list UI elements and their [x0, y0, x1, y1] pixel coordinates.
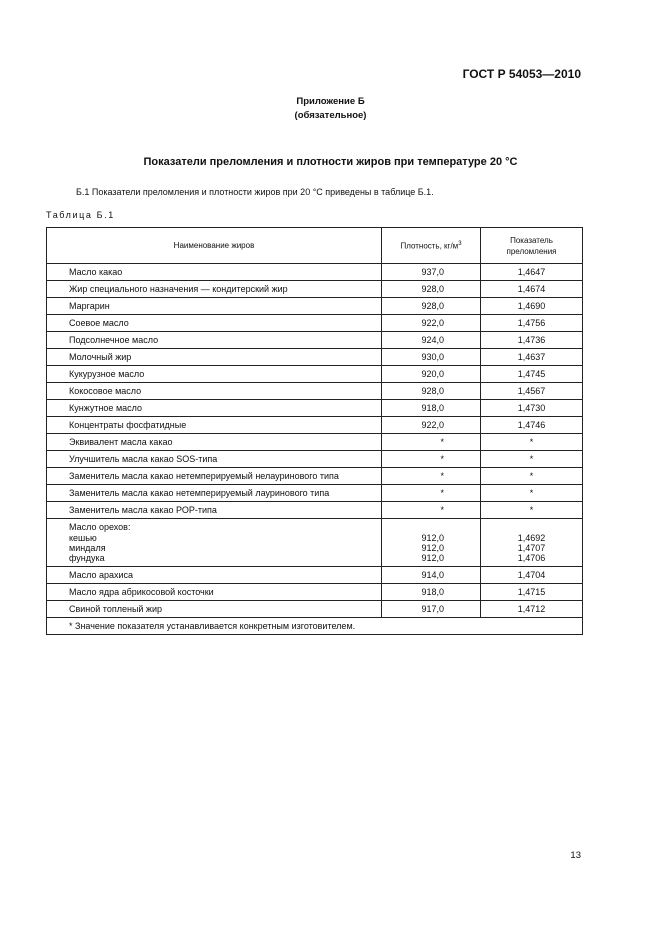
- fat-name-cell: Подсолнечное масло: [47, 332, 382, 349]
- header-refraction-line2: преломления: [506, 246, 557, 256]
- density-cell: 922,0: [382, 417, 481, 434]
- page-number: 13: [570, 850, 581, 861]
- table-row: [47, 383, 583, 400]
- refraction-cell: 1,4736: [481, 332, 583, 349]
- nut-refraction: 1,4706: [517, 553, 546, 563]
- nuts-name-cell: [47, 519, 382, 567]
- nut-name: миндаля: [69, 543, 106, 553]
- table-row: [47, 417, 583, 434]
- table-row: [47, 281, 583, 298]
- density-cell: 928,0: [382, 383, 481, 400]
- table-footnote-row: [47, 618, 583, 635]
- table-row: [47, 366, 583, 383]
- fat-name-cell: Соевое масло: [47, 315, 382, 332]
- refraction-cell: *: [481, 434, 583, 451]
- document-code: ГОСТ Р 54053—2010: [462, 67, 581, 81]
- nut-density: 912,0: [421, 553, 444, 563]
- table-header-row: [47, 228, 583, 264]
- nut-refraction: 1,4707: [517, 543, 546, 553]
- table-row: [47, 468, 583, 485]
- table-footnote: * Значение показателя устанавливается конкретным изготовителем.: [47, 618, 583, 635]
- density-cell: *: [382, 502, 481, 519]
- fat-name-cell: Эквивалент масла какао: [47, 434, 382, 451]
- density-cell: 917,0: [382, 601, 481, 618]
- intro-paragraph: Б.1 Показатели преломления и плотности жиров при 20 °С приведены в таблице Б.1.: [76, 187, 434, 197]
- table-row: [47, 315, 583, 332]
- table-body: [47, 264, 583, 519]
- refraction-cell: 1,4704: [481, 567, 583, 584]
- refraction-cell: *: [481, 451, 583, 468]
- nuts-refraction-cell: [481, 519, 583, 567]
- table-row: [47, 584, 583, 601]
- density-cell: *: [382, 485, 481, 502]
- fat-name-cell: Кукурузное масло: [47, 366, 382, 383]
- fat-name-cell: Заменитель масла какао РОР-типа: [47, 502, 382, 519]
- fat-name-cell: Улучшитель масла какао SOS-типа: [47, 451, 382, 468]
- table-row: [47, 485, 583, 502]
- fat-name-cell: Маргарин: [47, 298, 382, 315]
- table-row: [47, 567, 583, 584]
- density-cell: 937,0: [382, 264, 481, 281]
- appendix-title: Приложение Б: [296, 96, 365, 107]
- fat-name-cell: Кокосовое масло: [47, 383, 382, 400]
- density-cell: *: [382, 434, 481, 451]
- refraction-cell: 1,4690: [481, 298, 583, 315]
- nut-refraction: 1,4692: [517, 533, 546, 543]
- density-cell: 922,0: [382, 315, 481, 332]
- density-cell: 918,0: [382, 400, 481, 417]
- table-caption: Таблица Б.1: [46, 210, 115, 220]
- refraction-cell: 1,4712: [481, 601, 583, 618]
- density-cell: 930,0: [382, 349, 481, 366]
- fat-name-cell: Масло арахиса: [47, 567, 382, 584]
- refraction-cell: 1,4745: [481, 366, 583, 383]
- refraction-cell: 1,4746: [481, 417, 583, 434]
- table-row-nuts: [47, 519, 583, 567]
- fat-name-cell: Свиной топленый жир: [47, 601, 382, 618]
- refraction-cell: 1,4637: [481, 349, 583, 366]
- refraction-cell: 1,4756: [481, 315, 583, 332]
- header-density: [382, 228, 481, 264]
- density-cell: *: [382, 468, 481, 485]
- table-row: [47, 601, 583, 618]
- header-name: Наименование жиров: [47, 228, 382, 264]
- density-cell: 920,0: [382, 366, 481, 383]
- fat-name-cell: Концентраты фосфатидные: [47, 417, 382, 434]
- table-row: [47, 349, 583, 366]
- table-row: [47, 264, 583, 281]
- nuts-title: Масло орехов:: [69, 522, 131, 532]
- density-cell: 924,0: [382, 332, 481, 349]
- density-cell: 914,0: [382, 567, 481, 584]
- table-row: [47, 434, 583, 451]
- nut-name: фундука: [69, 553, 105, 563]
- section-title: Показатели преломления и плотности жиров при температуре 20 °С: [143, 156, 518, 168]
- header-refraction-line1: Показатель: [510, 235, 553, 245]
- table-row: [47, 502, 583, 519]
- table-body-after: [47, 567, 583, 618]
- refraction-cell: 1,4730: [481, 400, 583, 417]
- table-row: [47, 298, 583, 315]
- fat-name-cell: Молочный жир: [47, 349, 382, 366]
- header-density-label: Плотность, кг/м: [400, 241, 459, 251]
- nut-density: 912,0: [421, 543, 444, 553]
- nut-density: 912,0: [421, 533, 444, 543]
- appendix-status: (обязательное): [294, 110, 367, 121]
- refraction-cell: *: [481, 485, 583, 502]
- refraction-cell: *: [481, 468, 583, 485]
- fat-name-cell: Заменитель масла какао нетемперируемый лауринового типа: [47, 485, 382, 502]
- refraction-cell: 1,4567: [481, 383, 583, 400]
- refraction-cell: *: [481, 502, 583, 519]
- refraction-cell: 1,4674: [481, 281, 583, 298]
- fat-name-cell: Заменитель масла какао нетемперируемый нелауринового типа: [47, 468, 382, 485]
- density-cell: 928,0: [382, 298, 481, 315]
- density-cell: 928,0: [382, 281, 481, 298]
- table-row: [47, 400, 583, 417]
- nuts-density-cell: [382, 519, 481, 567]
- header-refraction: [481, 228, 583, 264]
- table-row: [47, 451, 583, 468]
- fat-name-cell: Масло ядра абрикосовой косточки: [47, 584, 382, 601]
- density-cell: 918,0: [382, 584, 481, 601]
- fat-name-cell: Масло какао: [47, 264, 382, 281]
- refraction-cell: 1,4715: [481, 584, 583, 601]
- density-cell: *: [382, 451, 481, 468]
- fats-table: [46, 227, 582, 635]
- fat-name-cell: Жир специального назначения — кондитерский жир: [47, 281, 382, 298]
- header-density-unit-superscript: 3: [458, 241, 462, 248]
- table-row: [47, 332, 583, 349]
- nut-name: кешью: [69, 533, 97, 543]
- fat-name-cell: Кунжутное масло: [47, 400, 382, 417]
- refraction-cell: 1,4647: [481, 264, 583, 281]
